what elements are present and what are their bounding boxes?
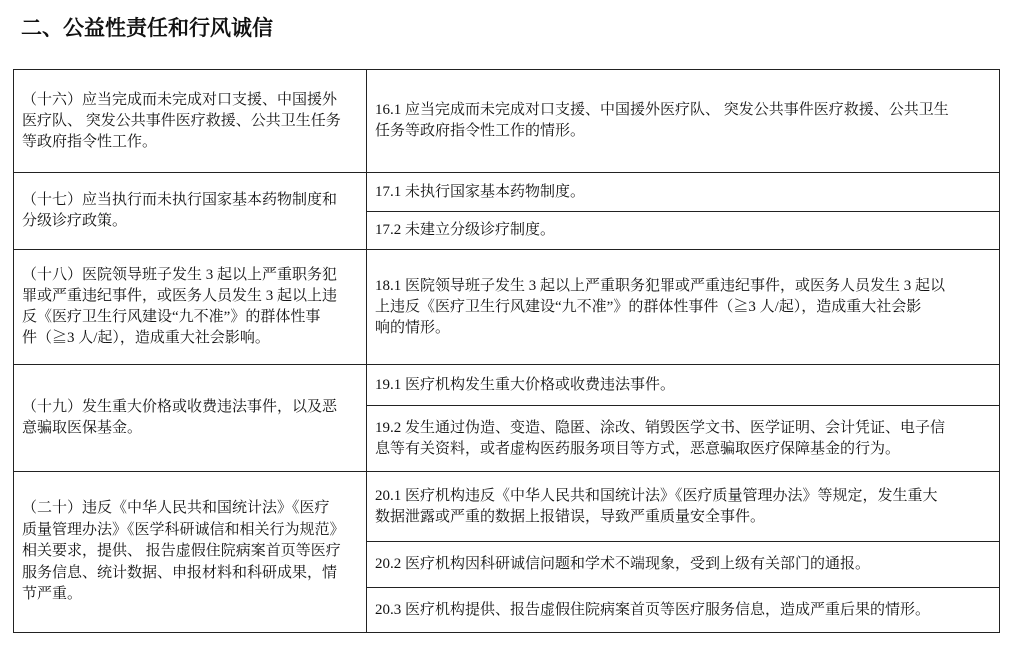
text-line: 息等有关资料，或者虚构医药服务项目等方式，恶意骗取医疗保障基金的行为。 [375,440,901,457]
text-line: 17.2 未建立分级诊疗制度。 [375,222,556,238]
item-cell-16-1 [367,70,1000,173]
item-cell-19-2 [367,406,1000,472]
text-line: 20.1 医疗机构违反《中华人民共和国统计法》《医疗质量管理办法》等规定，发生重大 [375,487,938,504]
text-line: （十七）应当执行而未执行国家基本药物制度和 [22,192,338,208]
text-line: 19.2 发生通过伪造、变造、隐匿、涂改、销毁医学文书、医学证明、会计凭证、电子信 [375,419,946,436]
text-line: 反《医疗卫生行风建设“九不准”》的群体性事 [22,309,321,325]
text-line: 分级诊疗政策。 [22,213,128,229]
item-cell-20-3 [367,588,1000,633]
text-line: 节严重。 [22,586,83,603]
criterion-cell-19 [14,365,367,472]
criteria-table [13,69,1000,633]
text-line: 等政府指令性工作。 [22,133,158,150]
text-line: 服务信息、统计数据、申报材料和科研成果，情 [22,564,338,581]
table-row [14,70,1000,173]
text-line: 质量管理办法》《医学科研诚信和相关行为规范》 [22,521,345,538]
table-row [14,365,1000,406]
text-line: （十九）发生重大价格或收费违法事件，以及恶 [22,399,338,415]
text-line: 相关要求，提供、 报告虚假住院病案首页等医疗 [22,543,341,560]
text-line: 上违反《医疗卫生行风建设“九不准”》的群体性事件（≧3 人/起），造成重大社会影 [375,298,922,315]
text-line: （十八）医院领导班子发生 3 起以上严重职务犯 [22,267,338,283]
text-line: 任务等政府指令性工作的情形。 [375,123,586,139]
text-line: 罪或严重违纪事件，或医务人员发生 3 起以上违 [22,288,338,304]
text-line: 19.1 医疗机构发生重大价格或收费违法事件。 [375,376,676,393]
text-line: 数据泄露或严重的数据上报错误，导致严重质量安全事件。 [375,508,766,525]
criterion-cell-17 [14,173,367,250]
section-title: 二、公益性责任和行风诚信 [21,16,273,40]
table-row [14,173,1000,212]
item-cell-18-1 [367,250,1000,365]
item-cell-20-2 [367,542,1000,588]
item-cell-17-1 [367,173,1000,212]
table-row [14,250,1000,365]
text-line: 20.3 医疗机构提供、报告虚假住院病案首页等医疗服务信息，造成严重后果的情形。 [375,601,931,618]
text-line: 17.1 未执行国家基本药物制度。 [375,183,586,200]
criterion-cell-16 [14,70,367,173]
text-line: 16.1 应当完成而未完成对口支援、中国援外医疗队、 突发公共事件医疗救援、公共卫生 [375,102,949,118]
text-line: 响的情形。 [375,319,451,336]
text-line: 意骗取医保基金。 [22,420,143,436]
text-line: 件（≧3 人/起），造成重大社会影响。 [22,330,270,346]
criterion-cell-20 [14,472,367,633]
text-line: 医疗队、 突发公共事件医疗救援、公共卫生任务 [22,112,341,129]
item-cell-20-1 [367,472,1000,542]
item-cell-17-2 [367,212,1000,250]
text-line: 20.2 医疗机构因科研诚信问题和学术不端现象，受到上级有关部门的通报。 [375,556,871,572]
text-line: 18.1 医院领导班子发生 3 起以上严重职务犯罪或严重违纪事件，或医务人员发生 3 起以 [375,277,946,294]
criterion-cell-18 [14,250,367,365]
text-line: （十六）应当完成而未完成对口支援、中国援外 [22,91,338,108]
table-row [14,472,1000,542]
text-line: （二十）违反《中华人民共和国统计法》《医疗 [22,500,330,517]
item-cell-19-1 [367,365,1000,406]
